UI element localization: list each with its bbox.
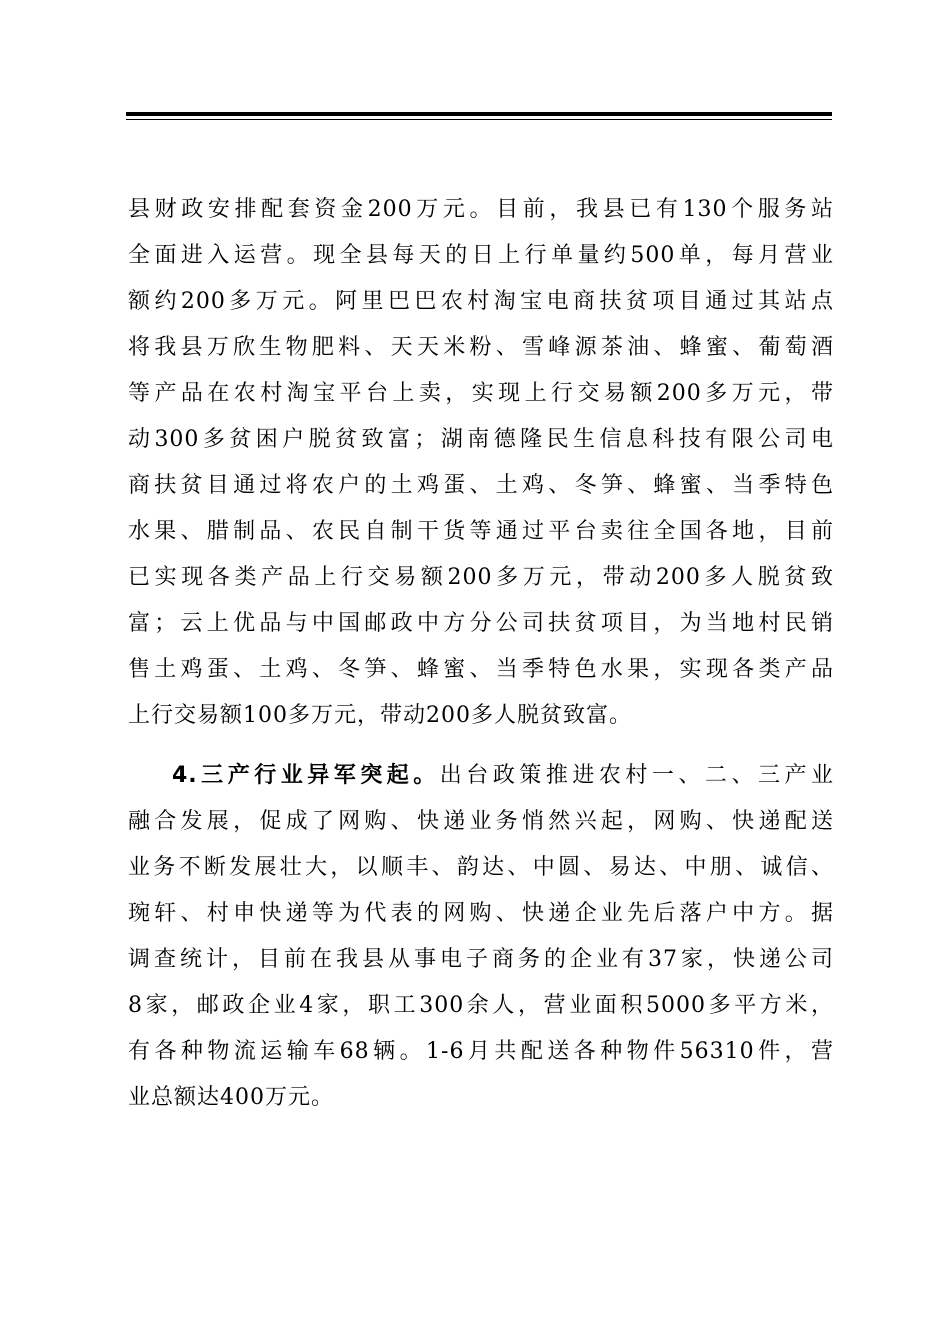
section4-first-line (172, 756, 834, 796)
paragraph-line: 上行交易额100多万元，带动200多人脱贫致富。 (128, 703, 632, 728)
section4-heading: 4.三产行业异军突起。 (172, 763, 440, 788)
paragraph-line: 业总额达400万元。 (128, 1085, 334, 1110)
paragraph-line: 将我县万欣生物肥料、天天米粉、雪峰源茶油、蜂蜜、葡萄酒 (128, 335, 834, 360)
header-rule-thin (126, 119, 832, 120)
paragraph-line: 商扶贫目通过将农户的土鸡蛋、土鸡、冬笋、蜂蜜、当季特色 (128, 473, 834, 498)
paragraph-line: 动300多贫困户脱贫致富；湖南德隆民生信息科技有限公司电 (128, 427, 834, 452)
header-rule-thick (126, 112, 832, 116)
section4-first-line-text: 出台政策推进农村一、二、三产业 (439, 763, 834, 788)
paragraph-line: 8家，邮政企业4家，职工300余人，营业面积5000多平方米， (128, 993, 834, 1018)
paragraph-line: 等产品在农村淘宝平台上卖，实现上行交易额200多万元，带 (128, 381, 834, 406)
paragraph-line: 全面进入运营。现全县每天的日上行单量约500单，每月营业 (128, 243, 834, 268)
paragraph-line: 水果、腊制品、农民自制干货等通过平台卖往全国各地，目前 (128, 519, 834, 544)
paragraph-line: 县财政安排配套资金200万元。目前，我县已有130个服务站 (128, 197, 834, 222)
paragraph-line: 已实现各类产品上行交易额200多万元，带动200多人脱贫致 (128, 565, 834, 590)
paragraph-line: 富；云上优品与中国邮政中方分公司扶贫项目，为当地村民销 (128, 611, 834, 636)
paragraph-line: 有各种物流运输车68辆。1-6月共配送各种物件56310件，营 (128, 1039, 834, 1064)
paragraph-line: 融合发展，促成了网购、快递业务悄然兴起，网购、快递配送 (128, 809, 834, 834)
paragraph-line: 琬轩、村申快递等为代表的网购、快递企业先后落户中方。据 (128, 901, 834, 926)
paragraph-line: 业务不断发展壮大，以顺丰、韵达、中圆、易达、中朋、诚信、 (128, 855, 834, 880)
paragraph-line: 售土鸡蛋、土鸡、冬笋、蜂蜜、当季特色水果，实现各类产品 (128, 657, 834, 682)
paragraph-line: 调查统计，目前在我县从事电子商务的企业有37家，快递公司 (128, 947, 834, 972)
paragraph-line: 额约200多万元。阿里巴巴农村淘宝电商扶贫项目通过其站点 (128, 289, 834, 314)
